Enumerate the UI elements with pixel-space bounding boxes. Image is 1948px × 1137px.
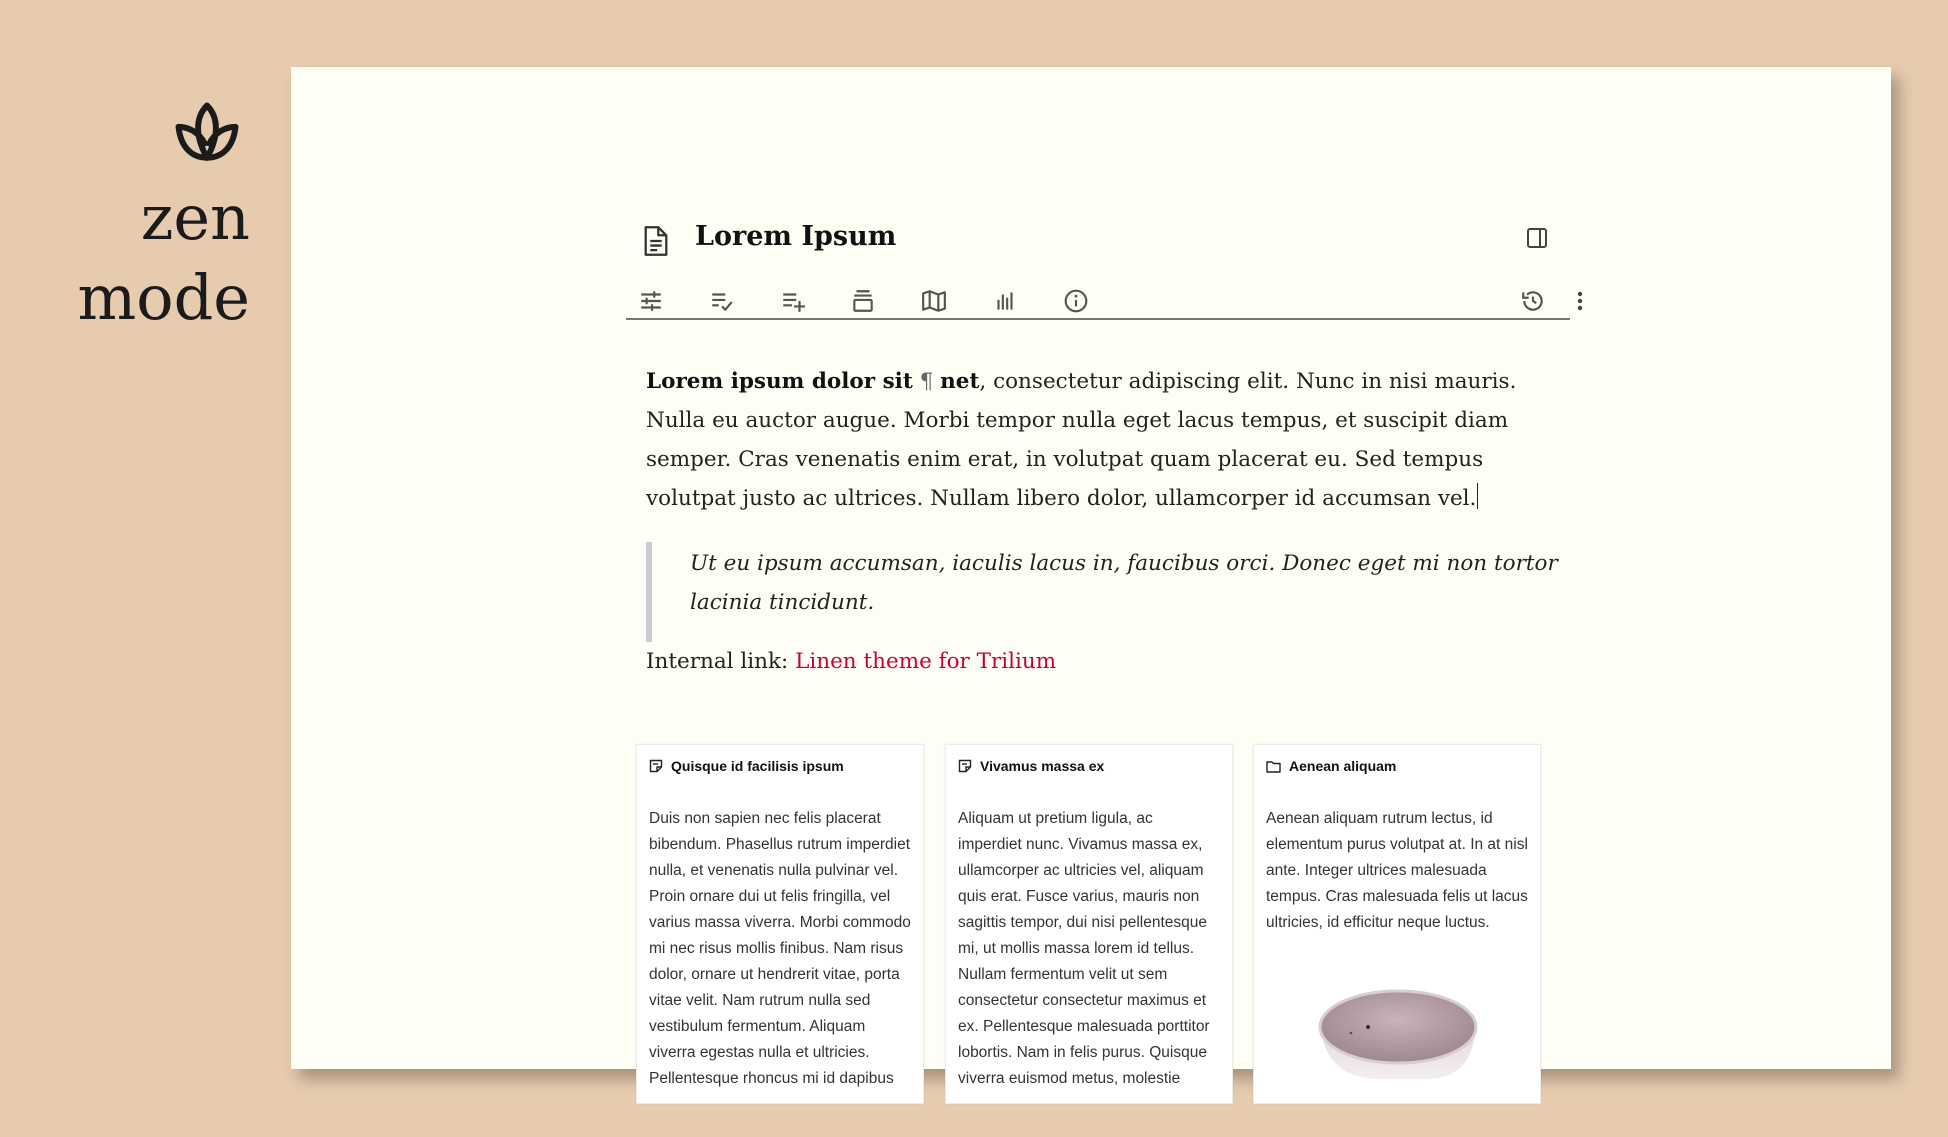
child-note-card[interactable] (636, 744, 924, 1104)
history-icon (1520, 288, 1546, 314)
bold-text-b: net (940, 369, 980, 394)
archive-icon (850, 288, 876, 314)
add-to-list-button[interactable] (780, 288, 806, 314)
note-info-chart-button[interactable] (992, 288, 1018, 314)
paragraph (646, 362, 1566, 518)
bowl-image (1266, 955, 1528, 1079)
blockquote: Ut eu ipsum accumsan, iaculis lacus in, faucibus orci. Donec eget mi non tortor lacinia tincidunt. (646, 542, 1566, 642)
brand-line-1: zen (140, 181, 250, 254)
folder-icon (1266, 760, 1281, 773)
bar-chart-icon (992, 288, 1018, 314)
note-title-row (626, 157, 1570, 252)
card-header (1266, 755, 1526, 777)
lotus-icon (169, 96, 245, 172)
right-panel-toggle-icon[interactable] (1526, 227, 1548, 249)
checklist-icon (709, 288, 735, 314)
ceramic-bowl-image (1266, 955, 1528, 1079)
zen-mode-branding (0, 96, 250, 338)
pilcrow-mark: ¶ (919, 369, 934, 394)
app-window (291, 67, 1891, 1087)
child-notes-cards (636, 744, 1566, 1104)
sliders-icon (638, 288, 664, 314)
card-header (958, 755, 1218, 777)
playlist-add-icon (780, 288, 806, 314)
note-properties-button[interactable] (638, 288, 664, 314)
card-title: Quisque id facilisis ipsum (671, 758, 844, 774)
brand-line-2: mode (77, 261, 250, 334)
info-icon (1063, 288, 1089, 314)
note-icon (649, 759, 663, 773)
bold-text-a: Lorem ipsum dolor sit (646, 369, 913, 394)
brand-text (0, 178, 250, 338)
map-icon (921, 288, 947, 314)
note-map-button[interactable] (921, 288, 947, 314)
card-title: Aenean aliquam (1289, 758, 1397, 774)
note-icon (958, 759, 972, 773)
internal-link-line (646, 642, 1566, 681)
revisions-button[interactable] (1520, 288, 1546, 314)
child-note-card[interactable] (1253, 744, 1541, 1104)
text-cursor (1477, 483, 1478, 509)
checklist-button[interactable] (709, 288, 735, 314)
card-text: Aliquam ut pretium ligula, ac imperdiet nunc. Vivamus massa ex, ullamcorper ac ultricies vel, aliquam quis erat. Fusce varius, mauris non sagittis tempor, dui nisi pellentesque mi, ut mollis massa lorem id tellus. Nullam fermentum velit ut sem consectetur consectetur maximus et ex. Pellentesque malesuada porttitor lobortis. Nam in felis purus. Quisque viverra euismod metus, molestie (958, 810, 1210, 1087)
card-text: Aenean aliquam rutrum lectus, id elementum purus volutpat at. In at nisl ante. Integer ultrices malesuada tempus. Cras malesuada felis ut lacus ultricies, id efficitur neque luctus. (1266, 810, 1528, 931)
card-text: Duis non sapien nec felis placerat bibendum. Phasellus rutrum imperdiet nulla, et venenatis nulla pulvinar vel. Proin ornare dui ut felis fringilla, vel varius massa viverra. Morbi commodo mi nec risus mollis finibus. Nam risus dolor, ornare ut hendrerit vitae, porta vitae velit. Nam rutrum nulla sed vestibulum fermentum. Aliquam viverra egestas nulla et ultricies. Pellentesque rhoncus mi id dapibus (649, 810, 911, 1087)
card-title: Vivamus massa ex (980, 758, 1105, 774)
more-vertical-icon (1573, 288, 1587, 314)
note-title[interactable]: Lorem Ipsum (695, 221, 897, 252)
paragraph-text: , consectetur adipiscing elit. Nunc in nisi mauris. Nulla eu auctor augue. Morbi tempor nulla eget lacus tempus, et suscipit diam semper. Cras venenatis enim erat, in volutpat quam placerat eu. Sed tempus volutpat justo ac ultrices. Nullam libero dolor, ullamcorper id accumsan vel. (646, 369, 1517, 511)
note-container (626, 157, 1570, 1087)
document-icon (642, 225, 670, 257)
more-options-button[interactable] (1573, 288, 1587, 314)
info-button[interactable] (1063, 288, 1089, 314)
card-header (649, 755, 909, 777)
internal-link[interactable]: Linen theme for Trilium (795, 649, 1057, 674)
note-toolbar (626, 280, 1570, 320)
internal-link-label: Internal link: (646, 649, 789, 674)
child-note-card[interactable] (945, 744, 1233, 1104)
note-content[interactable] (646, 362, 1566, 681)
archive-button[interactable] (850, 288, 876, 314)
